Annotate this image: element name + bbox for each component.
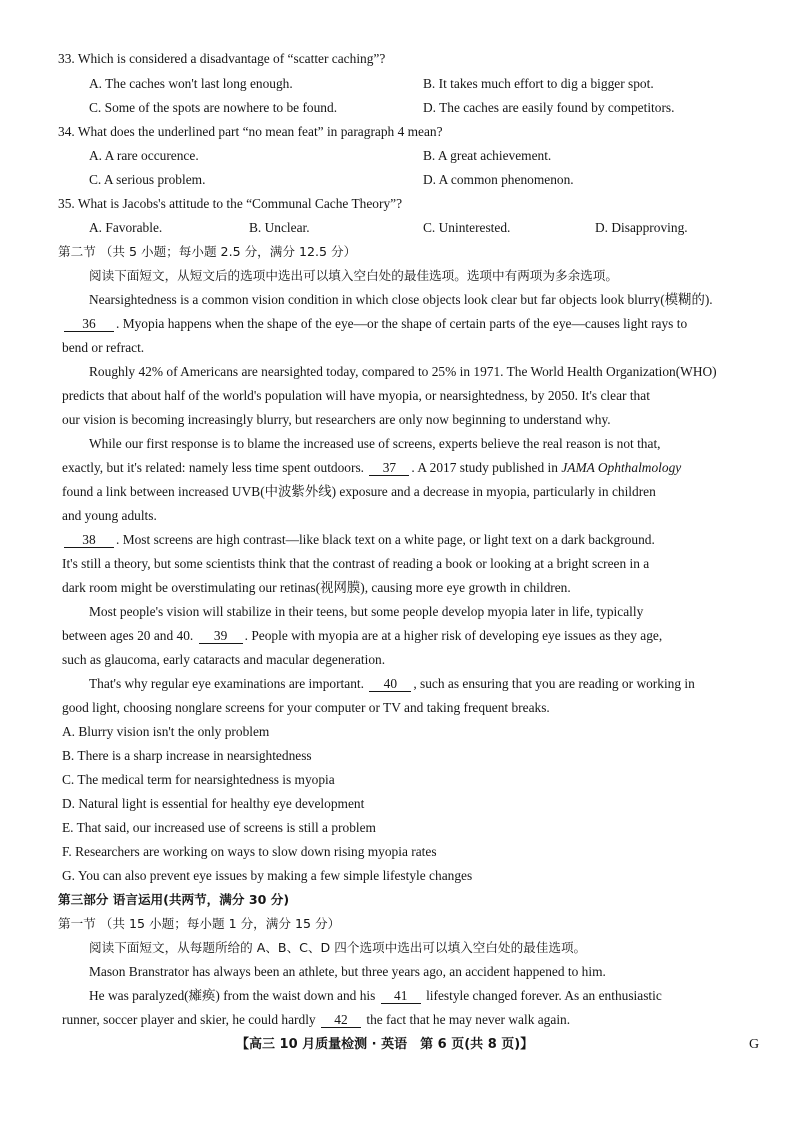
option-f: F. Researchers are working on ways to slow down rising myopia rates — [62, 844, 437, 859]
passage-p3-line2-text-a: exactly, but it's related: namely less time spent outdoors. — [62, 460, 365, 475]
footer-page-info: 【高三 10 月质量检测 · 英语 第 6 页(共 8 页)】 — [236, 1037, 534, 1052]
passage-p3-line2-text-b: . A 2017 study published in — [411, 460, 558, 475]
passage-p6-line2: good light, choosing nonglare screens for your computer or TV and taking frequent breaks. — [62, 700, 550, 715]
journal-title: JAMA Ophthalmology — [561, 460, 682, 475]
passage-p4-line1-text: . Most screens are high contrast—like black text on a white page, or light text on a dark background. — [116, 532, 655, 547]
question-34-option-c: C. A serious problem. — [89, 172, 206, 187]
cloze-line2-text-b: lifestyle changed forever. As an enthusiastic — [426, 988, 662, 1003]
blank-42[interactable]: 42 — [321, 1012, 361, 1028]
cloze-line2-text-a: He was paralyzed(瘫痪) from the waist down and his — [89, 988, 376, 1003]
passage-p5-line1: Most people's vision will stabilize in their teens, but some people develop myopia later in life, typically — [89, 604, 644, 619]
question-34-stem: 34. What does the underlined part “no mean feat” in paragraph 4 mean? — [58, 124, 443, 139]
passage-p5-line2 — [62, 627, 662, 645]
option-d: D. Natural light is essential for healthy eye development — [62, 796, 365, 811]
cloze-line3-text-b: the fact that he may never walk again. — [366, 1012, 571, 1027]
passage-p5-line2-text-a: between ages 20 and 40. — [62, 628, 194, 643]
blank-41[interactable]: 41 — [381, 988, 421, 1004]
passage-p3-line4: and young adults. — [62, 508, 157, 523]
cloze-line3 — [62, 1011, 570, 1029]
question-34-option-d: D. A common phenomenon. — [423, 172, 574, 187]
passage-p6-line1 — [89, 675, 695, 693]
passage-p4-line2: It's still a theory, but some scientists think that the contrast of reading a book or looking at a bright screen in a — [62, 556, 650, 571]
passage-p1-line2 — [62, 315, 687, 333]
passage-p3-line2 — [62, 459, 681, 477]
passage-p1-line3: bend or refract. — [62, 340, 145, 355]
part-3-heading: 第三部分 语言运用(共两节，满分 30 分) — [58, 892, 290, 907]
passage-p3-line1: While our first response is to blame the increased use of screens, experts believe the real reason is not that, — [89, 436, 661, 451]
question-34-option-a: A. A rare occurence. — [89, 148, 199, 163]
passage-p5-line2-text-b: . People with myopia are at a higher risk of developing eye issues as they age, — [244, 628, 663, 643]
blank-40[interactable]: 40 — [369, 676, 411, 692]
passage-p1-line2-text: . Myopia happens when the shape of the eye—or the shape of certain parts of the eye—causes light rays to — [116, 316, 688, 331]
option-a: A. Blurry vision isn't the only problem — [62, 724, 270, 739]
question-35-option-d: D. Disapproving. — [595, 220, 688, 235]
part-3-instruction: 阅读下面短文，从每题所给的 A、B、C、D 四个选项中选出可以填入空白处的最佳选项。 — [89, 940, 587, 955]
question-33-option-d: D. The caches are easily found by competitors. — [423, 100, 675, 115]
cloze-line1: Mason Branstrator has always been an athlete, but three years ago, an accident happened to him. — [89, 964, 606, 979]
blank-37[interactable]: 37 — [369, 460, 409, 476]
blank-39[interactable]: 39 — [199, 628, 243, 644]
footer-version-mark: G — [749, 1037, 760, 1052]
passage-p3-line3: found a link between increased UVB(中波紫外线) exposure and a decrease in myopia, particularly in children — [62, 484, 656, 499]
question-33-option-b: B. It takes much effort to dig a bigger spot. — [423, 76, 654, 91]
option-b: B. There is a sharp increase in nearsightedness — [62, 748, 312, 763]
passage-p4-line3: dark room might be overstimulating our retinas(视网膜), causing more eye growth in children. — [62, 580, 571, 595]
blank-38[interactable]: 38 — [64, 532, 114, 548]
question-35-stem: 35. What is Jacobs's attitude to the “Communal Cache Theory”? — [58, 196, 403, 211]
cloze-line3-text-a: runner, soccer player and skier, he could hardly — [62, 1012, 316, 1027]
passage-p6-line1-text-a: That's why regular eye examinations are important. — [89, 676, 364, 691]
option-e: E. That said, our increased use of screens is still a problem — [62, 820, 376, 835]
question-35-option-c: C. Uninterested. — [423, 220, 511, 235]
question-33-option-c: C. Some of the spots are nowhere to be found. — [89, 100, 338, 115]
passage-p2-line1: Roughly 42% of Americans are nearsighted today, compared to 25% in 1971. The World Health Organization(WHO) — [89, 364, 717, 379]
passage-p5-line3: such as glaucoma, early cataracts and macular degeneration. — [62, 652, 386, 667]
question-33-stem: 33. Which is considered a disadvantage of “scatter caching”? — [58, 51, 386, 66]
option-g: G. You can also prevent eye issues by making a few simple lifestyle changes — [62, 868, 473, 883]
section-2-instruction: 阅读下面短文，从短文后的选项中选出可以填入空白处的最佳选项。选项中有两项为多余选项。 — [89, 268, 618, 283]
question-35-option-b: B. Unclear. — [249, 220, 310, 235]
question-35-option-a: A. Favorable. — [89, 220, 163, 235]
question-34-option-b: B. A great achievement. — [423, 148, 552, 163]
cloze-line2 — [89, 987, 662, 1005]
section-2-heading: 第二节 （共 5 小题；每小题 2.5 分，满分 12.5 分） — [58, 244, 357, 259]
question-33-option-a: A. The caches won't last long enough. — [89, 76, 293, 91]
option-c: C. The medical term for nearsightedness is myopia — [62, 772, 335, 787]
part-3-section-1-heading: 第一节 （共 15 小题；每小题 1 分，满分 15 分） — [58, 916, 341, 931]
passage-p6-line1-text-b: , such as ensuring that you are reading or working in — [413, 676, 695, 691]
passage-p2-line3: our vision is becoming increasingly blurry, but researchers are only now beginning to understand why. — [62, 412, 611, 427]
passage-p1-line1: Nearsightedness is a common vision condition in which close objects look clear but far objects look blurry(模糊的). — [89, 292, 713, 307]
passage-p2-line2: predicts that about half of the world's population will have myopia, or nearsightedness, by 2050. It's clear that — [62, 388, 650, 403]
blank-36[interactable]: 36 — [64, 316, 114, 332]
passage-p4-line1 — [62, 531, 655, 549]
